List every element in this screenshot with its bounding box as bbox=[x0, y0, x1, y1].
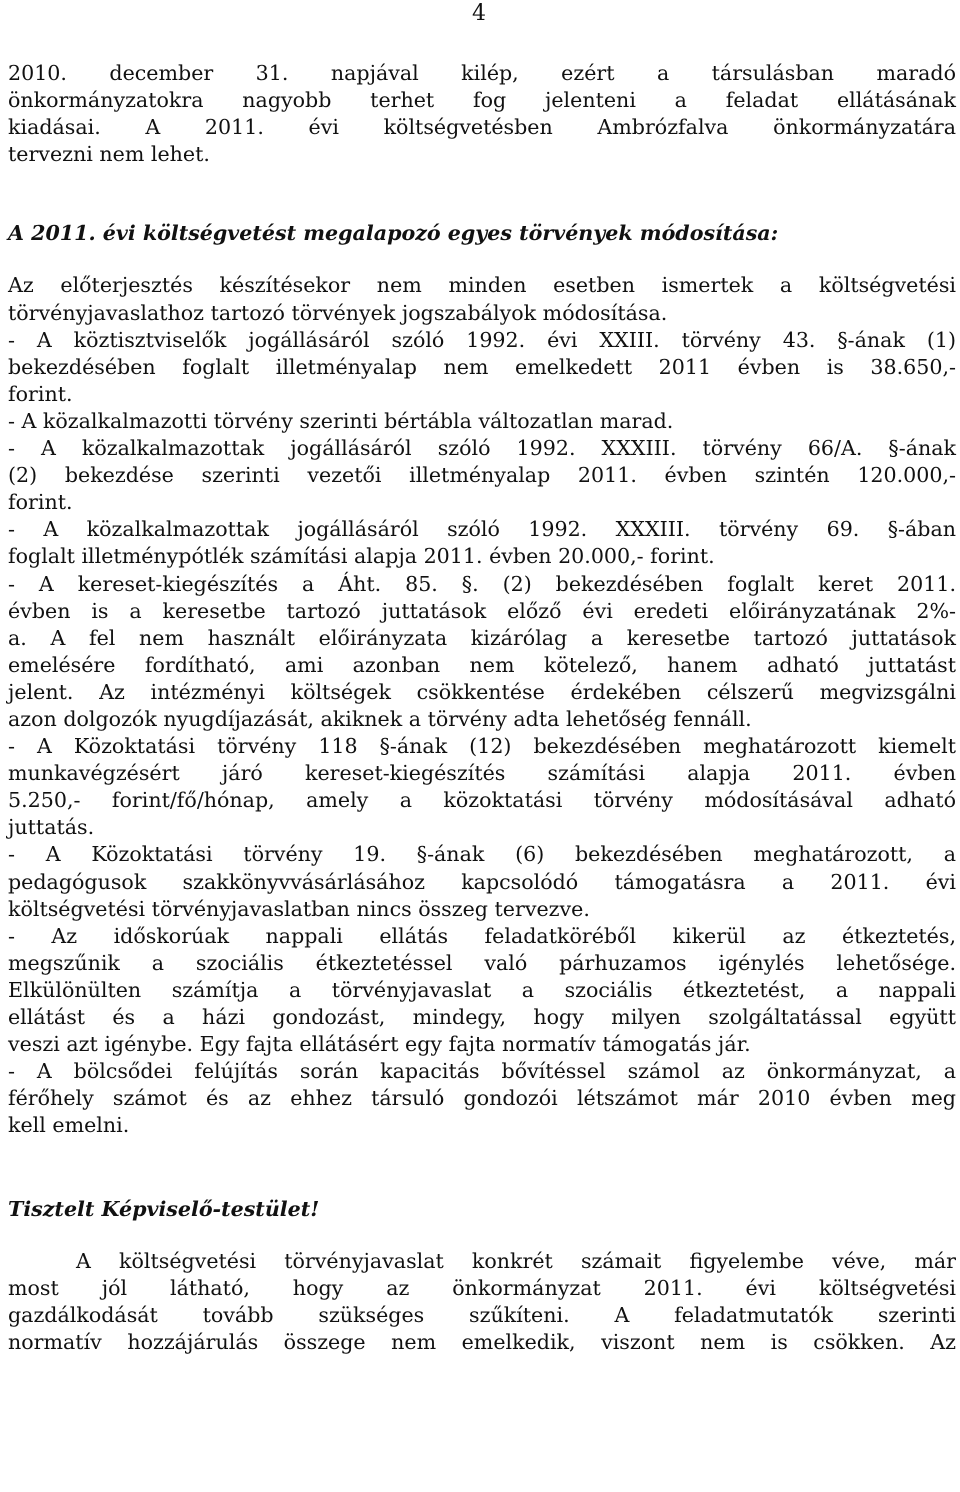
text-line: évben is a keresetbe tartozó juttatások előző évi eredeti előirányzatának 2%- bbox=[8, 598, 956, 623]
text-line: (2) bekezdése szerinti vezetői illetményalap 2011. évben szintén 120.000,- bbox=[8, 463, 956, 488]
text-line: bekezdésében foglalt illetményalap nem emelkedett 2011 évben is 38.650,- bbox=[8, 354, 956, 379]
text-line: pedagógusok szakkönyvvásárlásához kapcsolódó támogatásra a 2011. évi bbox=[8, 869, 956, 894]
text-line: önkormányzatokra nagyobb terhet fog jelenteni a feladat ellátásának bbox=[8, 88, 956, 113]
text-line: törvényjavaslathoz tartozó törvények jogszabályok módosítása. bbox=[8, 300, 668, 325]
text-line: most jól látható, hogy az önkormányzat 2011. évi költségvetési bbox=[8, 1275, 956, 1300]
text-line: Az előterjesztés készítésekor nem minden esetben ismertek a költségvetési bbox=[8, 273, 956, 298]
page-number: 4 bbox=[472, 1, 486, 26]
text-line: A költségvetési törvényjavaslat konkrét számait figyelembe véve, már bbox=[76, 1248, 956, 1273]
text-line: Elkülönülten számítja a törvényjavaslat a szociális étkeztetést, a nappali bbox=[8, 977, 956, 1002]
text-line: a. A fel nem használt előirányzata kizárólag a keresetbe tartozó juttatások bbox=[8, 625, 956, 650]
text-line: - A közalkalmazottak jogállásáról szóló 1992. XXXIII. törvény 66/A. §-ának bbox=[8, 436, 956, 461]
text-line: - A kereset-kiegészítés a Áht. 85. §. (2) bekezdésében foglalt keret 2011. bbox=[8, 571, 956, 596]
text-line: kell emelni. bbox=[8, 1113, 130, 1138]
salutation-heading: Tisztelt Képviselő-testület! bbox=[8, 1197, 320, 1222]
text-line: forint. bbox=[8, 490, 73, 515]
text-line: juttatás. bbox=[8, 815, 95, 840]
text-line: normatív hozzájárulás összege nem emelkedik, viszont nem is csökken. Az bbox=[8, 1329, 956, 1354]
text-line: azon dolgozók nyugdíjazását, akiknek a törvény adta lehetőség fennáll. bbox=[8, 706, 752, 731]
text-line: jelent. Az intézményi költségek csökkentése érdekében célszerű megvizsgálni bbox=[8, 679, 956, 704]
intro-paragraph bbox=[8, 60, 956, 168]
text-line: emelésére fordítható, ami azonban nem kötelező, hanem adható juttatást bbox=[8, 652, 956, 677]
text-line: 5.250,- forint/fő/hónap, amely a közoktatási törvény módosításával adható bbox=[8, 788, 956, 813]
text-line: megszűnik a szociális étkeztetéssel való párhuzamos igénylés lehetősége. bbox=[8, 950, 956, 975]
text-line: - A közalkalmazotti törvény szerinti bértábla változatlan marad. bbox=[8, 408, 674, 433]
section-heading: A 2011. évi költségvetést megalapozó egyes törvények módosítása: bbox=[8, 221, 779, 246]
closing-paragraph bbox=[8, 1248, 956, 1356]
text-line: tervezni nem lehet. bbox=[8, 142, 210, 167]
section-body bbox=[8, 272, 956, 1139]
text-line: férőhely számot és az ehhez társuló gondozói létszámot már 2010 évben meg bbox=[8, 1086, 956, 1111]
text-line: - A bölcsődei felújítás során kapacitás bővítéssel számol az önkormányzat, a bbox=[8, 1059, 956, 1084]
text-line: - A köztisztviselők jogállásáról szóló 1992. évi XXIII. törvény 43. §-ának (1) bbox=[8, 327, 956, 352]
text-line: - A közalkalmazottak jogállásáról szóló 1992. XXXIII. törvény 69. §-ában bbox=[8, 517, 956, 542]
document-body bbox=[8, 60, 956, 1356]
text-line: ellátást és a házi gondozást, mindegy, hogy milyen szolgáltatással együtt bbox=[8, 1005, 956, 1029]
text-line: - A Közoktatási törvény 118 §-ának (12) bekezdésében meghatározott kiemelt bbox=[8, 734, 956, 759]
text-line: kiadásai. A 2011. évi költségvetésben Ambrózfalva önkormányzatára bbox=[8, 115, 956, 140]
text-line: veszi azt igénybe. Egy fajta ellátásért egy fajta normatív támogatás jár. bbox=[8, 1032, 751, 1057]
text-line: 2010. december 31. napjával kilép, ezért a társulásban maradó bbox=[8, 61, 956, 85]
text-line: forint. bbox=[8, 381, 73, 406]
text-line: foglalt illetménypótlék számítási alapja 2011. évben 20.000,- forint. bbox=[8, 544, 715, 569]
text-line: - Az időskorúak nappali ellátás feladatköréből kikerül az étkeztetés, bbox=[8, 923, 956, 948]
text-line: gazdálkodását tovább szükséges szűkíteni. A feladatmutatók szerinti bbox=[8, 1302, 956, 1327]
text-line: költségvetési törvényjavaslatban nincs összeg tervezve. bbox=[8, 896, 590, 921]
text-line: - A Közoktatási törvény 19. §-ának (6) bekezdésében meghatározott, a bbox=[8, 842, 956, 867]
text-line: munkavégzésért járó kereset-kiegészítés számítási alapja 2011. évben bbox=[8, 761, 956, 786]
